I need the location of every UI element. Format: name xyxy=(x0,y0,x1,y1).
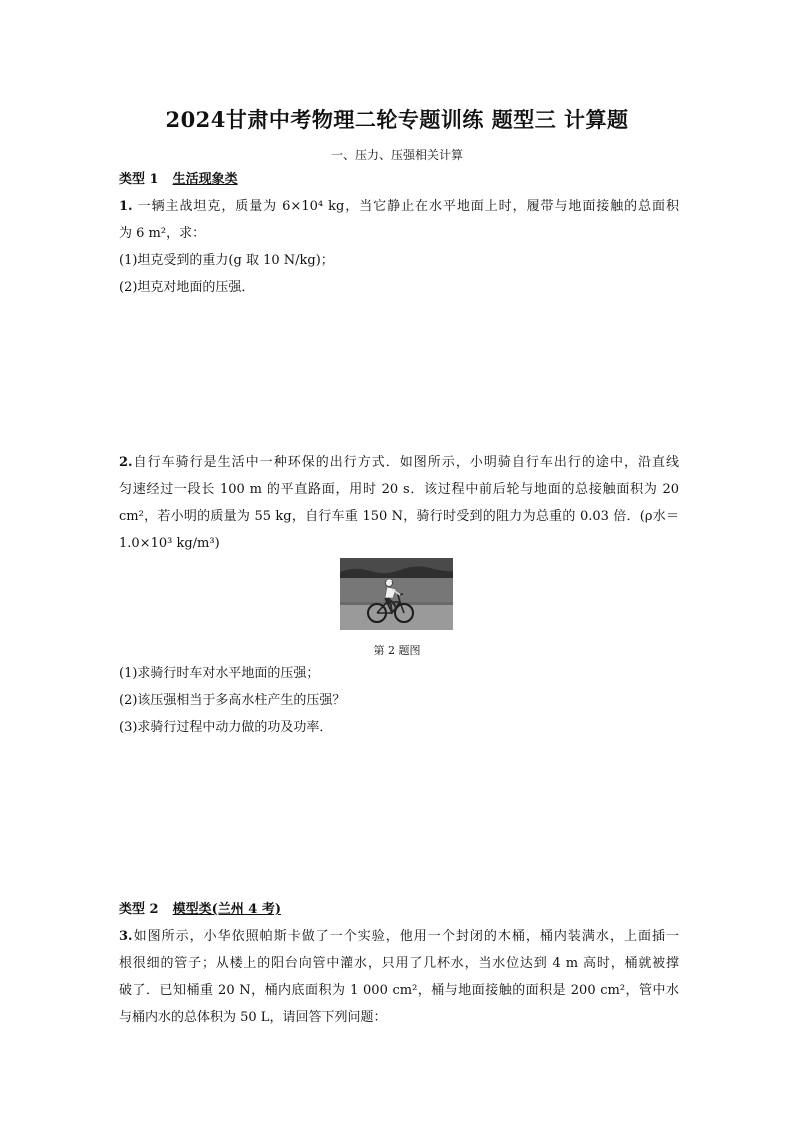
question-1-block xyxy=(119,166,679,301)
section-subtitle: 一、压力、压强相关计算 xyxy=(330,148,463,162)
type-1-label: 类型 1 xyxy=(119,172,159,187)
bicycle-rider-image xyxy=(340,558,453,630)
q2-number: 2. xyxy=(119,455,133,470)
q2-line-3: cm²，若小明的质量为 55 kg，自行车重 150 N，骑行时受到的阻力为总重的 0.03 倍．(ρ水＝ xyxy=(119,509,679,524)
q1-sub-2: (2)坦克对地面的压强． xyxy=(119,280,255,295)
q3-line-1: 3.如图所示，小华依照帕斯卡做了一个实验，他用一个封闭的木桶，桶内装满水，上面插一 xyxy=(119,929,679,944)
q3-line-4: 与桶内水的总体积为 50 L，请回答下列问题： xyxy=(119,1010,387,1025)
type-1-name: 生活现象类 xyxy=(172,172,238,187)
q2-sub-3: (3)求骑行过程中动力做的功及功率． xyxy=(119,720,333,735)
question-2-block xyxy=(119,449,679,557)
q1-sub-1: (1)坦克受到的重力(g 取 10 N/kg)； xyxy=(119,253,334,268)
type-2-label: 类型 2 xyxy=(119,902,159,917)
type-2-name: 模型类(兰州 4 考) xyxy=(172,902,281,917)
q3-line-3: 破了．已知桶重 20 N，桶内底面积为 1 000 cm²，桶与地面接触的面积是 200 cm²，管中水 xyxy=(119,983,679,998)
q2-sub-2: (2)该压强相当于多高水柱产生的压强？ xyxy=(119,693,346,708)
bicycle-photo xyxy=(340,558,453,630)
page-title: 2024甘肃中考物理二轮专题训练 题型三 计算题 xyxy=(165,107,629,132)
q3-line-2: 根很细的管子；从楼上的阳台向管中灌水，只用了几杯水，当水位达到 4 m 高时，桶就被撑 xyxy=(119,956,679,971)
q3-number: 3. xyxy=(119,929,133,944)
q2-sub-1: (1)求骑行时车对水平地面的压强； xyxy=(119,666,320,681)
question-3-block xyxy=(119,896,679,1031)
type-1-heading xyxy=(119,166,679,193)
figure-2-caption: 第 2 题图 xyxy=(373,644,421,657)
q2-line-1: 2.自行车骑行是生活中一种环保的出行方式．如图所示，小明骑自行车出行的途中，沿直线 xyxy=(119,455,679,470)
q1-line-2: 为 6 m²，求： xyxy=(119,226,206,241)
type-2-heading xyxy=(119,896,679,923)
q2-line-2: 匀速经过一段长 100 m 的平直路面，用时 20 s．该过程中前后轮与地面的总接触面积为 20 xyxy=(119,482,679,497)
q1-number: 1. xyxy=(119,199,133,214)
question-2-subquestions xyxy=(119,660,679,741)
q1-line-1: 1. 一辆主战坦克，质量为 6×10⁴ kg，当它静止在水平地面上时，履带与地面接触的总面积 xyxy=(119,199,679,214)
q2-line-4: 1.0×10³ kg/m³) xyxy=(119,536,220,551)
